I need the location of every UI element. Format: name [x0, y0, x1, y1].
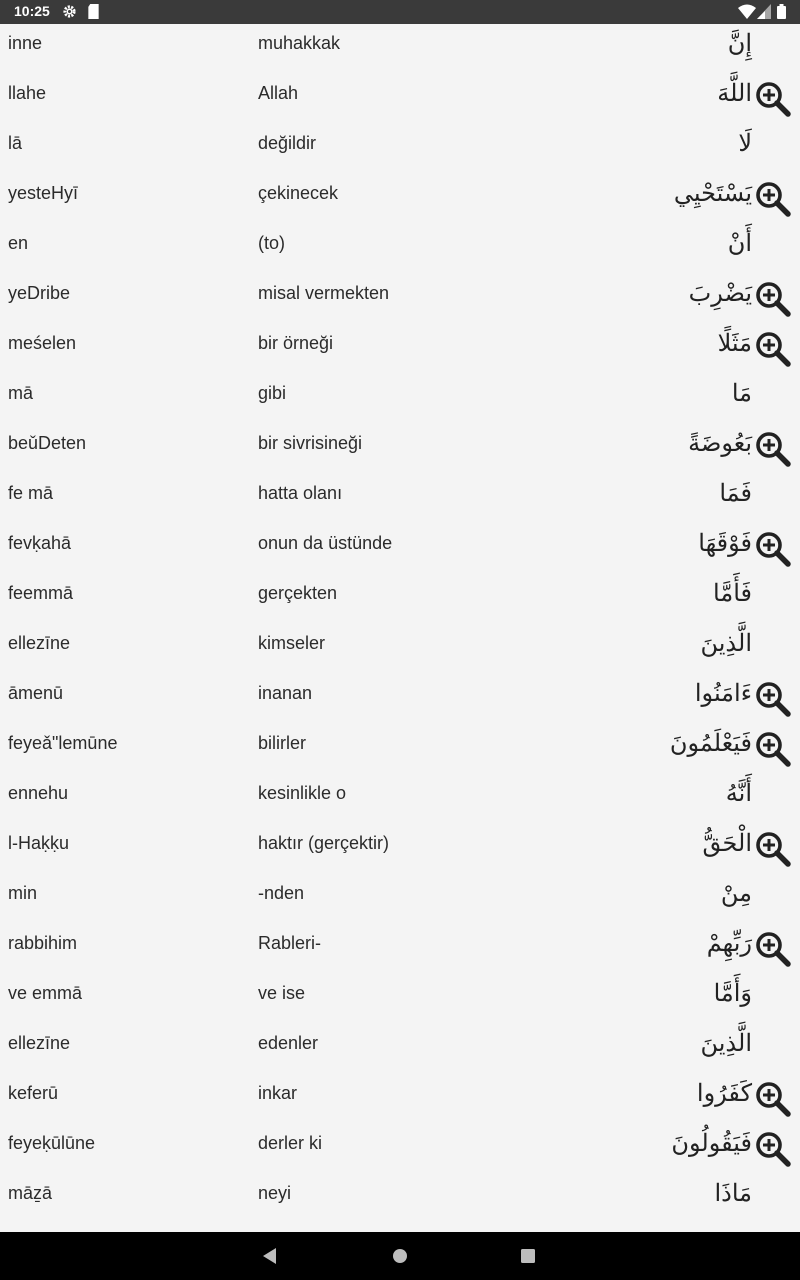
arabic-word-text: مَثَلًا — [717, 329, 752, 357]
word-row[interactable] — [0, 1074, 800, 1124]
meaning-text: derler ki — [258, 1133, 323, 1153]
transliteration-text: yeDribe — [8, 283, 71, 303]
meaning-text: hatta olanı — [258, 483, 343, 503]
word-row[interactable] — [0, 1124, 800, 1174]
arabic-word-text: أَنَّهُ — [725, 779, 752, 807]
arabic-word-text: فَمَا — [719, 479, 752, 507]
meaning-text: gibi — [258, 383, 287, 403]
meaning-text: onun da üstünde — [258, 533, 393, 553]
back-icon[interactable] — [259, 1245, 281, 1267]
arabic-word-text: كَفَرُوا — [696, 1079, 752, 1107]
meaning-text: muhakkak — [258, 33, 341, 53]
wifi-icon — [738, 4, 756, 19]
word-row[interactable] — [0, 1174, 800, 1224]
zoom-in-icon[interactable] — [754, 180, 792, 218]
transliteration-text: rabbihim — [8, 933, 78, 953]
word-row[interactable] — [0, 524, 800, 574]
transliteration-text: āmenū — [8, 683, 64, 703]
transliteration-text: l-Haḳḳu — [8, 833, 70, 853]
arabic-word-text: فَأَمَّا — [713, 579, 752, 607]
meaning-text: çekinecek — [258, 183, 339, 203]
zoom-in-icon[interactable] — [754, 80, 792, 118]
transliteration-text: lā — [8, 133, 23, 153]
transliteration-text: en — [8, 233, 29, 253]
zoom-in-icon[interactable] — [754, 930, 792, 968]
sd-card-icon — [87, 4, 100, 19]
arabic-word-text: أَنْ — [727, 229, 752, 257]
meaning-text: kimseler — [258, 633, 326, 653]
word-row[interactable] — [0, 674, 800, 724]
arabic-word-text: الَّذِينَ — [700, 1029, 752, 1057]
arabic-word-text: وَأَمَّا — [713, 979, 752, 1007]
zoom-in-icon[interactable] — [754, 280, 792, 318]
transliteration-text: feyeǎ"lemūne — [8, 733, 118, 753]
word-row[interactable] — [0, 1024, 800, 1074]
zoom-in-icon[interactable] — [754, 530, 792, 568]
word-row[interactable] — [0, 974, 800, 1024]
transliteration-text: feyeḳūlūne — [8, 1133, 96, 1153]
arabic-word-text: اللَّهَ — [717, 79, 752, 107]
transliteration-text: feemmā — [8, 583, 74, 603]
meaning-text: haktır (gerçektir) — [258, 833, 390, 853]
arabic-word-text: إِنَّ — [727, 29, 752, 57]
word-row[interactable] — [0, 124, 800, 174]
zoom-in-icon[interactable] — [754, 830, 792, 868]
arabic-word-text: بَعُوضَةً — [688, 429, 752, 457]
signal-icon — [757, 4, 771, 19]
arabic-word-text: الَّذِينَ — [700, 629, 752, 657]
arabic-word-text: فَوْقَهَا — [698, 529, 752, 557]
zoom-in-icon[interactable] — [754, 1080, 792, 1118]
zoom-in-icon[interactable] — [754, 680, 792, 718]
transliteration-text: llahe — [8, 83, 47, 103]
word-row[interactable] — [0, 574, 800, 624]
meaning-text: değildir — [258, 133, 317, 153]
meaning-text: inanan — [258, 683, 313, 703]
meaning-text: bir örneği — [258, 333, 334, 353]
word-row[interactable] — [0, 824, 800, 874]
meaning-text: gerçekten — [258, 583, 338, 603]
transliteration-text: fevḳahā — [8, 533, 72, 553]
word-row[interactable] — [0, 624, 800, 674]
arabic-word-text: مِنْ — [720, 879, 752, 907]
meaning-text: Rableri- — [258, 933, 322, 953]
arabic-word-text: رَبِّهِمْ — [706, 929, 752, 957]
arabic-word-text: فَيَقُولُونَ — [671, 1129, 752, 1157]
transliteration-text: yesteHyī — [8, 183, 79, 203]
word-row[interactable] — [0, 924, 800, 974]
meaning-text: bilirler — [258, 733, 307, 753]
word-row[interactable] — [0, 474, 800, 524]
transliteration-text: min — [8, 883, 38, 903]
word-row[interactable] — [0, 774, 800, 824]
meaning-text: -nden — [258, 883, 305, 903]
status-bar — [0, 0, 800, 24]
meaning-text: inkar — [258, 1083, 298, 1103]
arabic-word-text: مَا — [731, 379, 752, 407]
arabic-word-text: الْحَقُّ — [702, 829, 752, 857]
transliteration-text: beǔDeten — [8, 433, 87, 453]
word-row[interactable] — [0, 374, 800, 424]
transliteration-text: mā — [8, 383, 34, 403]
status-time: 10:25 — [14, 3, 50, 19]
meaning-text: (to) — [258, 233, 285, 253]
zoom-in-icon[interactable] — [754, 1130, 792, 1168]
word-row[interactable] — [0, 274, 800, 324]
meaning-text: misal vermekten — [258, 283, 390, 303]
arabic-word-text: فَيَعْلَمُونَ — [669, 729, 752, 757]
transliteration-text: ellezīne — [8, 633, 71, 653]
zoom-in-icon[interactable] — [754, 730, 792, 768]
word-row[interactable] — [0, 24, 800, 74]
recents-icon[interactable] — [517, 1245, 539, 1267]
meaning-text: bir sivrisineği — [258, 433, 363, 453]
transliteration-text: ellezīne — [8, 1033, 71, 1053]
arabic-word-text: ءَامَنُوا — [694, 679, 752, 707]
word-row[interactable] — [0, 174, 800, 224]
meaning-text: ve ise — [258, 983, 306, 1003]
gear-icon — [62, 4, 77, 19]
meaning-text: edenler — [258, 1033, 319, 1053]
word-row[interactable] — [0, 424, 800, 474]
meaning-text: kesinlikle o — [258, 783, 347, 803]
zoom-in-icon[interactable] — [754, 430, 792, 468]
arabic-word-text: مَاذَا — [714, 1179, 752, 1207]
navigation-bar — [0, 1232, 800, 1280]
word-row[interactable] — [0, 324, 800, 374]
word-row[interactable] — [0, 224, 800, 274]
arabic-word-text: يَسْتَحْيِي — [673, 179, 752, 207]
meaning-text: neyi — [258, 1183, 292, 1203]
battery-icon — [777, 4, 786, 19]
transliteration-text: fe mā — [8, 483, 54, 503]
meaning-text: Allah — [258, 83, 299, 103]
word-list[interactable] — [0, 24, 800, 1232]
word-row[interactable] — [0, 874, 800, 924]
transliteration-text: ennehu — [8, 783, 69, 803]
home-icon[interactable] — [389, 1245, 411, 1267]
transliteration-text: ve emmā — [8, 983, 83, 1003]
word-row[interactable] — [0, 74, 800, 124]
transliteration-text: māẕā — [8, 1183, 53, 1203]
transliteration-text: inne — [8, 33, 43, 53]
transliteration-text: keferū — [8, 1083, 59, 1103]
arabic-word-text: يَضْرِبَ — [688, 279, 752, 307]
zoom-in-icon[interactable] — [754, 330, 792, 368]
transliteration-text: meśelen — [8, 333, 77, 353]
arabic-word-text: لَا — [738, 129, 752, 157]
word-row[interactable] — [0, 724, 800, 774]
